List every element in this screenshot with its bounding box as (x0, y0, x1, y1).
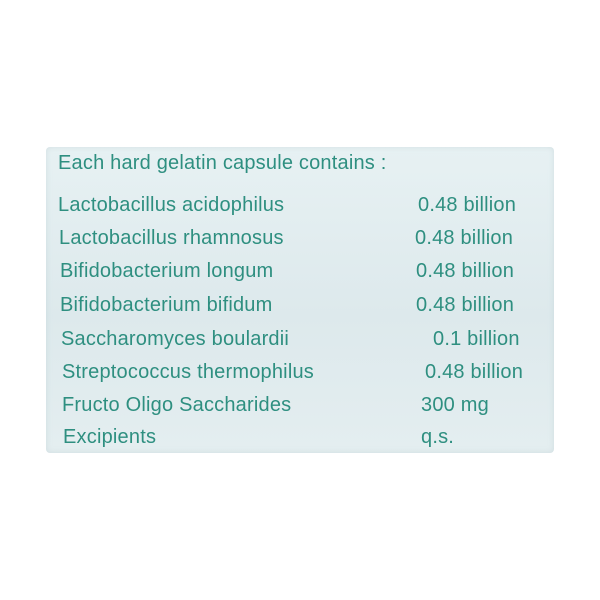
ingredient-name: Bifidobacterium longum (60, 260, 274, 282)
ingredient-row (58, 294, 558, 320)
ingredient-amount: 0.48 billion (416, 260, 515, 282)
ingredient-name: Excipients (63, 426, 157, 448)
ingredient-amount: 0.48 billion (415, 227, 514, 249)
ingredient-name: Saccharomyces boulardii (61, 328, 290, 350)
ingredient-amount: 0.1 billion (433, 328, 520, 350)
ingredient-amount: q.s. (421, 426, 455, 448)
ingredient-name: Bifidobacterium bifidum (60, 294, 273, 316)
ingredient-amount: 300 mg (421, 394, 489, 416)
ingredient-amount: 0.48 billion (418, 194, 517, 216)
ingredient-name: Lactobacillus acidophilus (58, 194, 285, 216)
ingredient-row (58, 426, 558, 452)
composition-heading: Each hard gelatin capsule contains : (58, 152, 387, 174)
ingredient-row (58, 194, 558, 220)
ingredient-row (58, 227, 558, 253)
ingredient-name: Lactobacillus rhamnosus (59, 227, 284, 249)
ingredient-amount: 0.48 billion (416, 294, 515, 316)
ingredient-row (58, 394, 558, 420)
ingredient-amount: 0.48 billion (425, 361, 524, 383)
ingredient-row (58, 260, 558, 286)
ingredient-row (58, 328, 558, 354)
ingredient-row (58, 361, 558, 387)
ingredient-name: Streptococcus thermophilus (62, 361, 314, 383)
ingredient-name: Fructo Oligo Saccharides (62, 394, 292, 416)
